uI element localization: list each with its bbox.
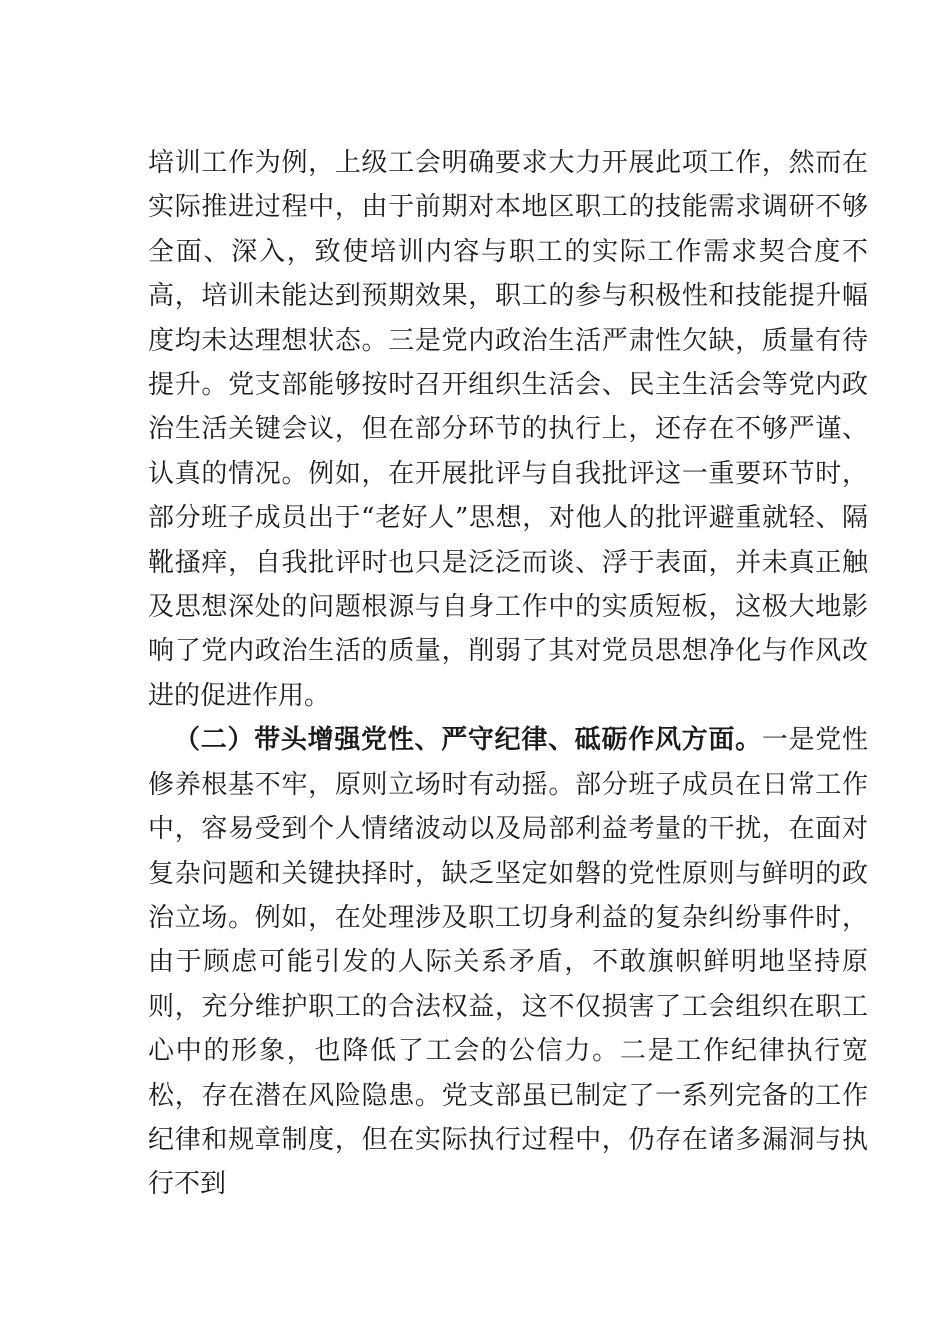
paragraph-continuation: 培训工作为例，上级工会明确要求大力开展此项工作，然而在实际推进过程中，由于前期对本地区职工的技能需求调研不够全面、深入，致使培训内容与职工的实际工作需求契合度不高，培训未能达到预期效果，职工的参与积极性和技能提升幅度均未达理想状态。三是党内政治生活严肃性欠缺，质量有待提升。党支部能够按时召开组织生活会、民主生活会等党内政治生活关键会议，但在部分环节的执行上，还存在不够严谨、认真的情况。例如，在开展批评与自我批评这一重要环节时，部分班子成员出于“老好人”思想，对他人的批评避重就轻、隔靴搔痒，自我批评时也只是泛泛而谈、浮于表面，并未真正触及思想深处的问题根源与自身工作中的实质短板，这极大地影响了党内政治生活的质量，削弱了其对党员思想净化与作风改进的促进作用。 [148,148,868,711]
document-body [148,141,868,1207]
paragraph-section-two [148,718,868,1206]
section-body: 一是党性修养根基不牢，原则立场时有动摇。部分班子成员在日常工作中，容易受到个人情绪波动以及局部利益考量的干扰，在面对复杂问题和关键抉择时，缺乏坚定如磐的党性原则与鲜明的政治立场。例如，在处理涉及职工切身利益的复杂纠纷事件时，由于顾虑可能引发的人际关系矛盾，不敢旗帜鲜明地坚持原则，充分维护职工的合法权益，这不仅损害了工会组织在职工心中的形象，也降低了工会的公信力。二是工作纪律执行宽松，存在潜在风险隐患。党支部虽已制定了一系列完备的工作纪律和规章制度，但在实际执行过程中，仍存在诸多漏洞与执行不到 [148,725,868,1200]
section-heading: （二）带头增强党性、严守纪律、砥砺作风方面。 [174,725,762,756]
